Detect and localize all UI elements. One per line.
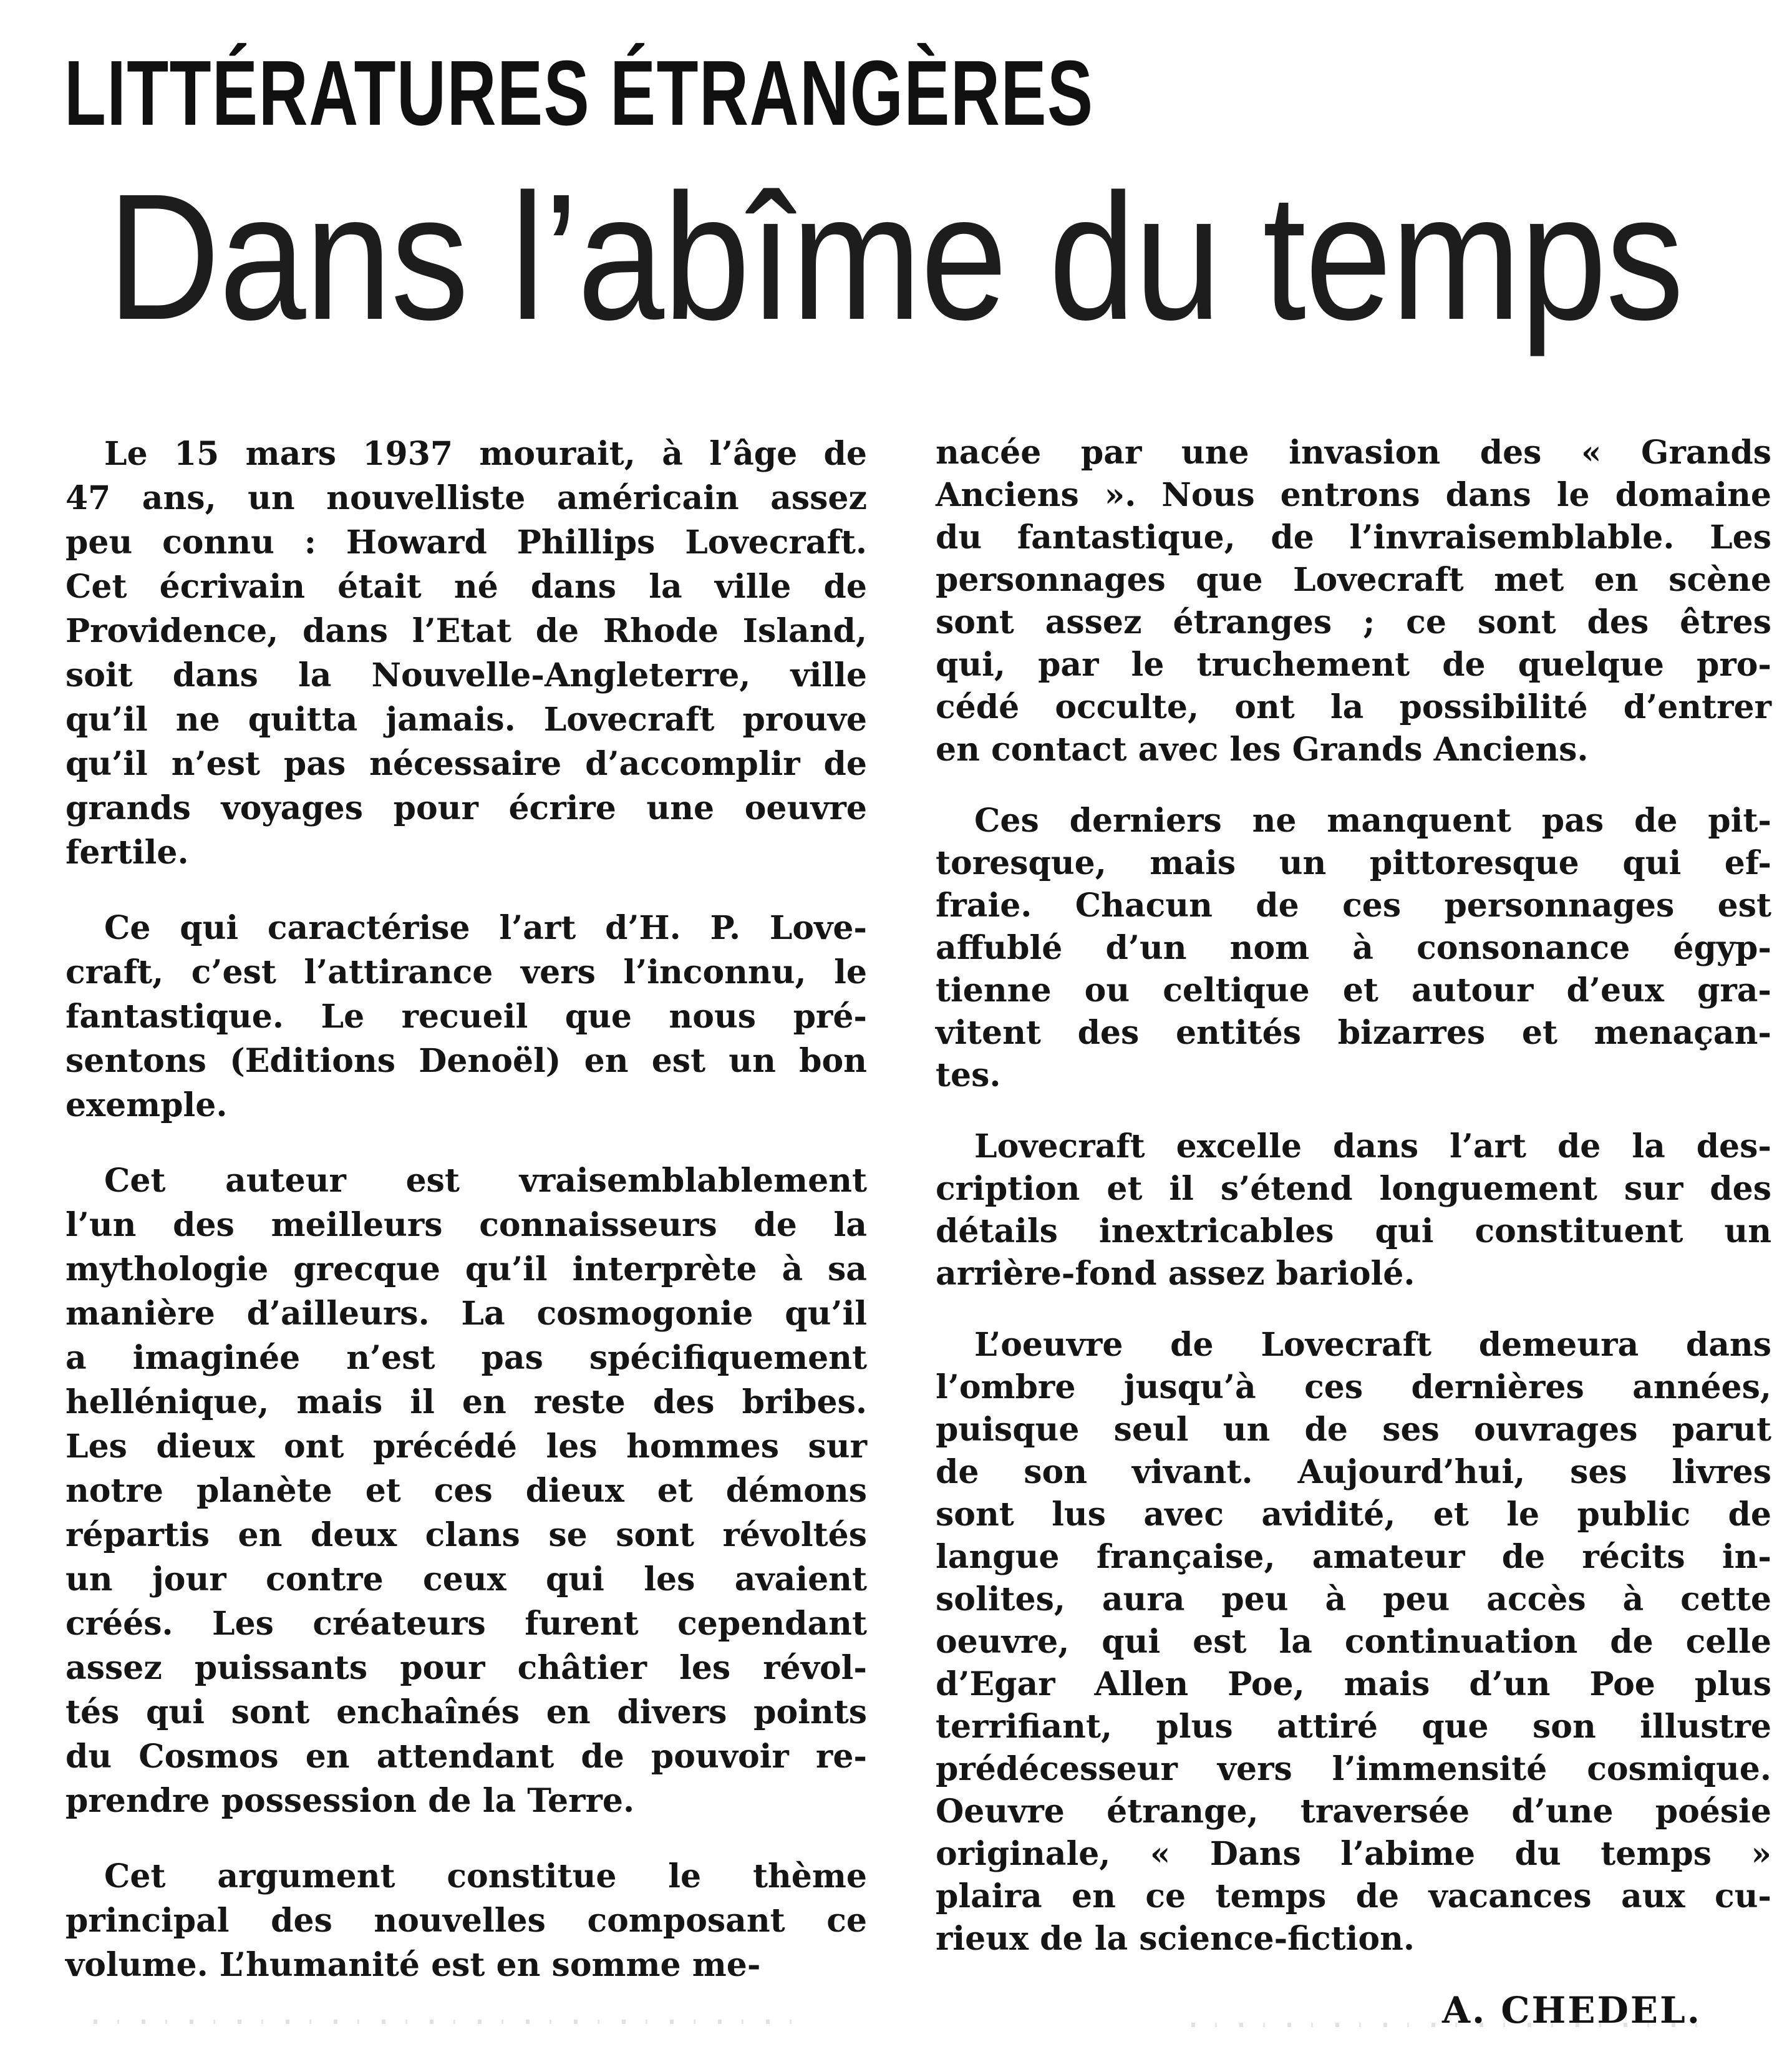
text-line: sentons (Editions Denoël) en est un bon [65,1042,867,1080]
text-line: répartis en deux clans se sont révoltés [65,1516,867,1554]
text-line: sont lus avec avidité, et le public de [936,1496,1771,1534]
text-line: nacée par une invasion des « Grands [936,434,1771,472]
text-line: Cet argument constitue le thème [104,1857,867,1895]
section-kicker-label: LITTÉRATURES ÉTRANGÈRES [64,42,1094,145]
text-line: de son vivant. Aujourd’hui, ses livres [936,1453,1771,1491]
text-line: détails inextricables qui constituent un [936,1212,1771,1250]
text-line: tienne ou celtique et autour d’eux gra- [936,971,1771,1009]
text-line: Cet écrivain était né dans la ville de [65,568,867,606]
text-line: du Cosmos en attendant de pouvoir re- [65,1738,867,1776]
text-line: Providence, dans l’Etat de Rhode Island, [65,612,867,650]
text-line: oeuvre, qui est la continuation de celle [936,1623,1771,1661]
paragraph [65,1159,867,1823]
text-line: grands voyages pour écrire une oeuvre [65,789,867,827]
text-line: Les dieux ont précédé les hommes sur [65,1428,867,1466]
article-column-left [65,432,867,1987]
text-line: prendre possession de la Terre. [65,1782,635,1820]
text-line: notre planète et ces dieux et démons [65,1472,867,1510]
paragraph [936,1126,1771,1295]
text-line: Anciens ». Nous entrons dans le domaine [936,476,1771,514]
text-line: volume. L’humanité est en somme me- [65,1946,761,1984]
text-line: Cet auteur est vraisemblablement [104,1162,867,1200]
text-line: langue française, amateur de récits in- [936,1538,1771,1576]
text-line: Lovecraft excelle dans l’art de la des- [974,1127,1771,1165]
article-headline [107,157,1792,357]
paragraph [936,800,1771,1097]
text-line: cription et il s’étend longuement sur des [936,1170,1771,1208]
text-line: L’oeuvre de Lovecraft demeura dans [974,1326,1771,1364]
text-line: puisque seul un de ses ouvrages parut [936,1411,1771,1449]
text-line: manière d’ailleurs. La cosmogonie qu’il [65,1295,867,1333]
text-line: prédécesseur vers l’immensité cosmique. [936,1750,1771,1788]
text-line: exemple. [65,1086,228,1124]
text-line: a imaginée n’est pas spécifiquement [65,1339,867,1377]
text-line: arrière-fond assez bariolé. [936,1255,1415,1293]
text-line: 47 ans, un nouvelliste américain assez [65,479,867,517]
text-line: rieux de la science-fiction. [936,1920,1415,1958]
paragraph [936,432,1771,771]
paragraph [936,1324,1771,1960]
text-line: Ce qui caractérise l’art d’H. P. Love- [104,909,867,947]
text-line: créés. Les créateurs furent cependant [65,1605,867,1643]
text-line: solites, aura peu à peu accès à cette [936,1580,1771,1618]
paragraph [65,432,867,875]
text-line: qui, par le truchement de quelque pro- [936,646,1771,684]
text-line: affublé d’un nom à consonance égyp- [936,929,1771,967]
text-line: qu’il ne quitta jamais. Lovecraft prouve [65,701,867,739]
paragraph [65,1854,867,1987]
text-line: l’ombre jusqu’à ces dernières années, [936,1368,1771,1406]
text-line: fraie. Chacun de ces personnages est [936,887,1771,925]
text-line: craft, c’est l’attirance vers l’inconnu, le [65,953,867,991]
text-line: fantastique. Le recueil que nous pré- [65,998,867,1036]
text-line: vitent des entités bizarres et menaçan- [936,1014,1771,1052]
text-line: sont assez étranges ; ce sont des êtres [936,603,1771,641]
text-line: l’un des meilleurs connaisseurs de la [65,1206,867,1244]
text-line: cédé occulte, ont la possibilité d’entrer [936,688,1771,726]
scan-artifact [1191,2023,1709,2027]
text-line: toresque, mais un pittoresque qui ef- [936,844,1771,882]
text-line: qu’il n’est pas nécessaire d’accomplir de [65,745,867,783]
section-kicker [64,42,1455,145]
text-line: en contact avec les Grands Anciens. [936,731,1589,769]
paragraph [65,906,867,1127]
text-line: tes. [936,1056,1001,1094]
text-line: mythologie grecque qu’il interprète à sa [65,1250,867,1288]
text-line: originale, « Dans l’abime du temps » [936,1835,1771,1873]
text-line: peu connu : Howard Phillips Lovecraft. [65,523,867,562]
text-line: soit dans la Nouvelle-Angleterre, ville [65,656,867,694]
text-line: plaira en ce temps de vacances aux cu- [936,1877,1771,1915]
author-signature: A. CHEDEL. [1441,1989,1702,2031]
text-line: personnages que Lovecraft met en scène [936,561,1771,599]
text-line: Le 15 mars 1937 mourait, à l’âge de [104,435,867,473]
text-line: assez puissants pour châtier les révol- [65,1649,867,1687]
article-headline-label: Dans l’abîme du temps [107,157,1683,357]
text-line: hellénique, mais il en reste des bribes. [65,1383,867,1421]
text-line: d’Egar Allen Poe, mais d’un Poe plus [936,1665,1771,1703]
text-line: Ces derniers ne manquent pas de pit- [974,802,1771,840]
text-line: principal des nouvelles composant ce [65,1902,867,1940]
article-column-right [936,432,1771,2031]
text-line: un jour contre ceux qui les avaient [65,1560,867,1598]
text-line: terrifiant, plus attiré que son illustre [936,1708,1771,1746]
scan-artifact [94,2020,811,2024]
text-line: tés qui sont enchaînés en divers points [65,1693,867,1731]
text-line: du fantastique, de l’invraisemblable. Les [936,518,1771,557]
text-line: Oeuvre étrange, traversée d’une poésie [936,1792,1771,1831]
text-line: fertile. [65,834,189,872]
